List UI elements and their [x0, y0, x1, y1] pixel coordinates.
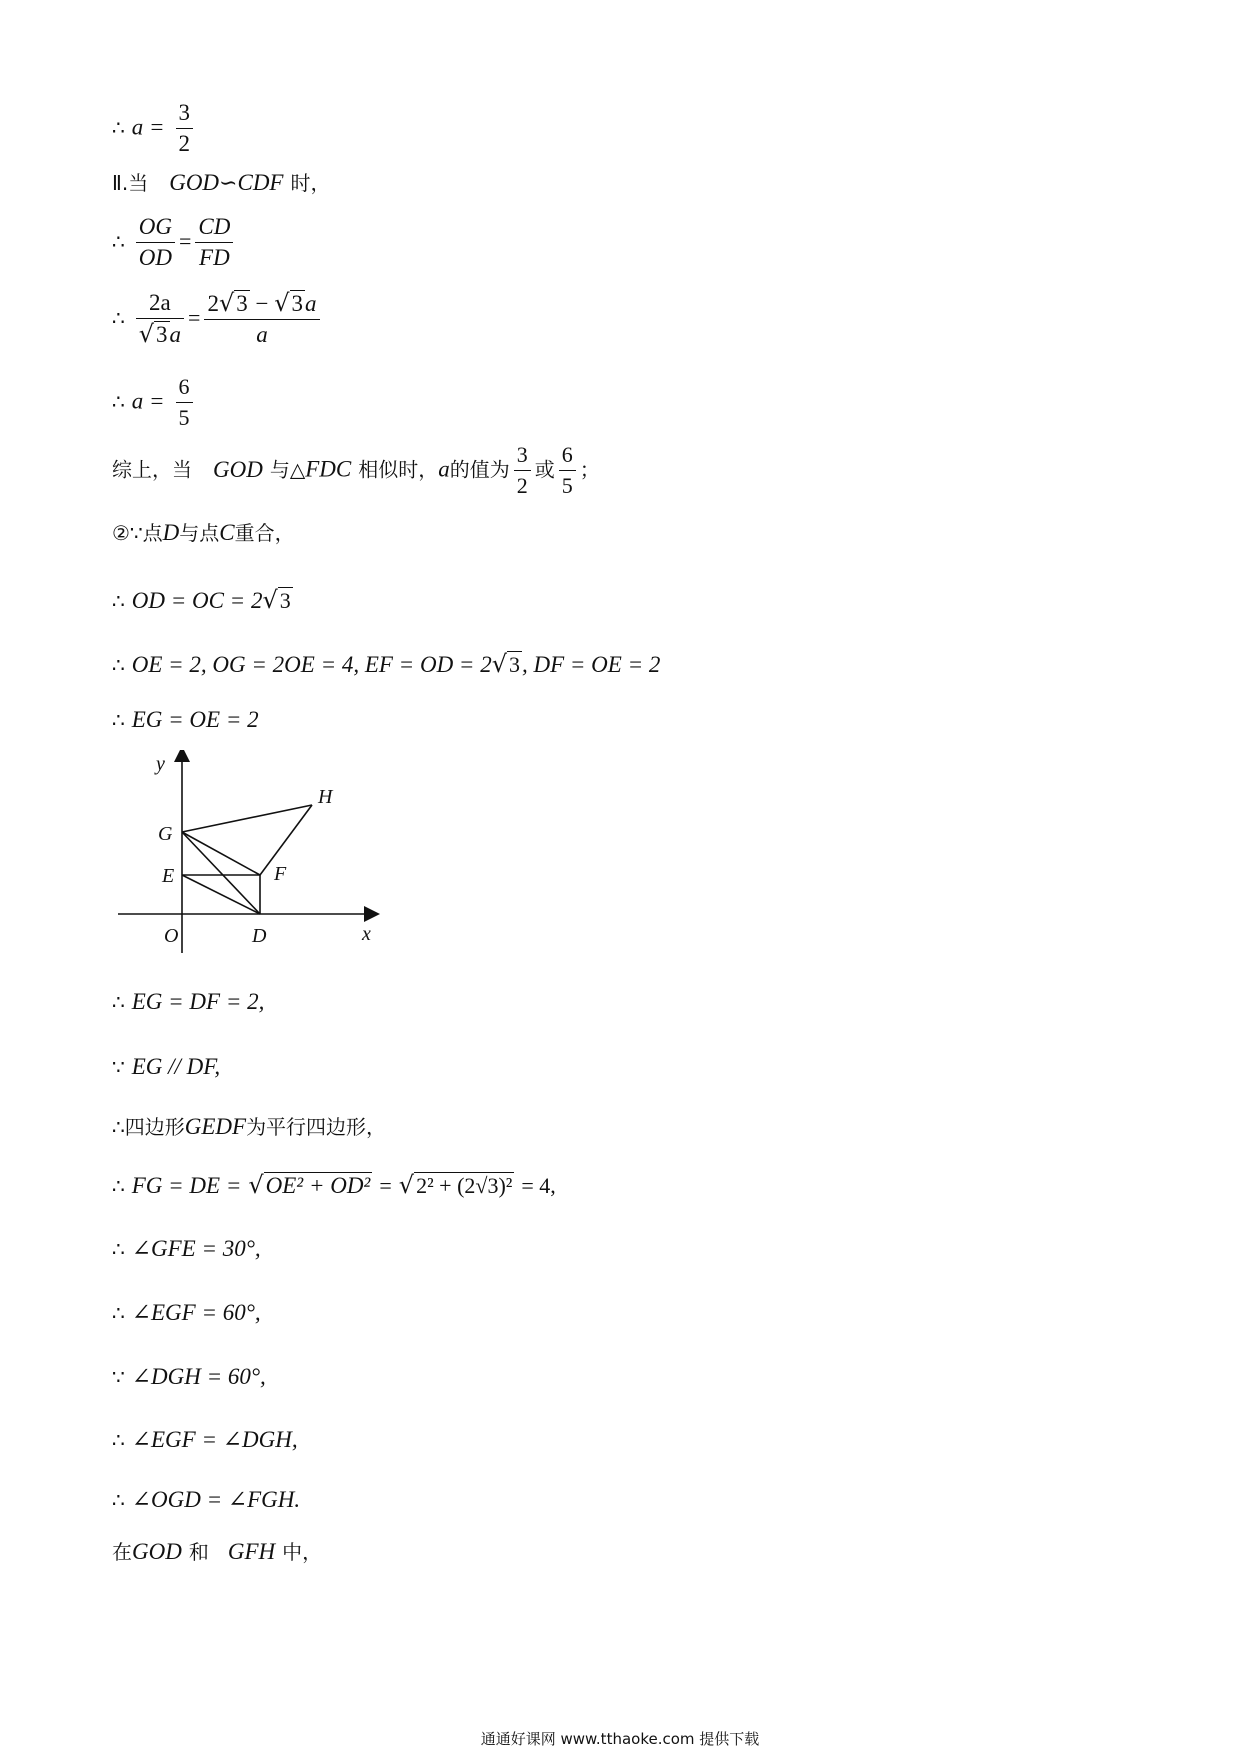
radicand: 3 — [509, 652, 520, 677]
equals: = — [379, 1173, 392, 1198]
expr: ∠EGF = ∠DGH, — [131, 1427, 298, 1452]
text: 与点 — [179, 521, 220, 545]
therefore-symbol: ∴ — [112, 115, 125, 140]
text: 与△ — [269, 457, 306, 482]
similar-symbol: ∽ — [219, 170, 238, 195]
point: C — [219, 520, 235, 545]
line-angle-egf — [112, 1298, 261, 1329]
line-angle-dgh — [112, 1362, 266, 1393]
expr: ∠EGF = 60°, — [131, 1300, 261, 1325]
triangle-name: GOD — [213, 456, 263, 482]
therefore-symbol: ∴ — [112, 589, 125, 613]
fraction — [136, 212, 175, 273]
label-x: x — [362, 923, 371, 945]
fraction — [195, 212, 233, 273]
segment-gd — [182, 832, 260, 914]
denominator: a — [256, 322, 268, 347]
numerator: 6 — [559, 440, 576, 471]
fraction-right: $\frac{2√3 - √3a}{a}$ — [204, 288, 319, 350]
numerator: OG — [136, 212, 175, 243]
because-symbol: ∵ — [112, 1365, 125, 1389]
variable: a — [438, 456, 450, 482]
line-angle-ogd — [112, 1485, 300, 1516]
radicand: 3 — [291, 291, 304, 316]
therefore-symbol: ∴ — [112, 1237, 125, 1261]
expr: OD = OC = 2 — [131, 588, 263, 613]
line-lengths: ∴ OE = 2, OG = 2OE = 4, EF = OD = 2√3, DF = OE = 2 — [112, 650, 661, 678]
expr: FG = DE = — [131, 1173, 242, 1198]
numerator: 3 — [514, 440, 531, 471]
therefore-symbol: ∴ — [112, 389, 125, 414]
line-ratio — [112, 212, 237, 273]
line-a-equals-3-2 — [112, 98, 197, 159]
segment-gh — [182, 805, 312, 832]
line-eg-df — [112, 987, 264, 1018]
text: 在 — [112, 1540, 132, 1564]
variable: a — [169, 322, 182, 347]
therefore-symbol: ∴ — [112, 1428, 125, 1452]
numerator: 3 — [176, 98, 194, 129]
expr: ∠GFE = 30°, — [131, 1236, 261, 1261]
label-h: H — [318, 786, 333, 808]
label-e: E — [162, 865, 175, 887]
therefore-symbol: ∴ — [112, 653, 125, 677]
text: 综上，当 — [112, 457, 192, 482]
denominator: 2 — [516, 473, 528, 498]
expr: ∠OGD = ∠FGH. — [131, 1487, 301, 1512]
line-substitution: ∴ $\frac{2a}{√3a}$ = $\frac{2√3 - √3a}{a}$ — [112, 288, 324, 350]
expr: , DF = OE = 2 — [522, 652, 661, 677]
line-parallel — [112, 1052, 220, 1083]
line-in-triangles — [112, 1537, 322, 1568]
expr: a = — [131, 388, 165, 414]
text: 为平行四边形， — [246, 1115, 387, 1139]
radicand: 3 — [236, 291, 248, 316]
line-parallelogram — [112, 1112, 386, 1143]
line-angle-equal — [112, 1425, 298, 1456]
line-a-equals-6-5 — [112, 372, 197, 433]
expr: EG = OE = 2 — [131, 707, 259, 732]
text: 的值为 — [449, 457, 510, 482]
text: 四边形 — [124, 1115, 185, 1139]
text: 或 — [534, 457, 555, 482]
label-g: G — [158, 823, 173, 845]
line-case-two — [112, 168, 330, 199]
variable: a — [305, 291, 317, 316]
equals: = — [178, 228, 192, 254]
label-f: F — [274, 863, 287, 885]
triangle-name: GOD — [169, 170, 220, 195]
therefore-symbol: ∴ — [112, 990, 125, 1014]
label-o: O — [164, 925, 179, 947]
triangle-name: GFH — [227, 1539, 276, 1564]
expr: = 4, — [521, 1173, 556, 1198]
line-point-coincide — [112, 518, 295, 549]
therefore-symbol: ∴ — [112, 306, 125, 330]
text: 重合， — [234, 521, 295, 545]
label-y: y — [156, 753, 165, 775]
therefore-symbol: ∴ — [112, 1115, 125, 1139]
therefore-symbol: ∴ — [112, 229, 125, 254]
fraction — [514, 440, 531, 501]
triangle-name: GOD — [132, 1539, 182, 1564]
coef: 2 — [207, 291, 219, 316]
expr: EG = DF = 2, — [131, 989, 265, 1014]
therefore-symbol: ∴ — [112, 1301, 125, 1325]
page-footer: 通通好课网 www.tthaoke.com 提供下载 — [480, 1730, 760, 1748]
fraction — [176, 372, 193, 433]
therefore-symbol: ∴ — [112, 708, 125, 732]
line-angle-gfe — [112, 1234, 261, 1265]
point: D — [162, 520, 180, 545]
expr: a = — [131, 114, 165, 140]
segment-gf — [182, 832, 260, 875]
expr: OE = 2, OG = 2OE = 4, EF = OD = 2 — [131, 652, 492, 677]
denominator: OD — [138, 245, 172, 270]
quad-name: GEDF — [184, 1114, 247, 1139]
because-symbol: ∵ — [112, 1055, 125, 1079]
numerator: 2a — [136, 288, 184, 319]
expr: EG // DF, — [131, 1054, 221, 1079]
denominator: 5 — [561, 473, 573, 498]
line-od-oc: ∴ OD = OC = 2√3 — [112, 586, 291, 614]
therefore-symbol: ∴ — [112, 1488, 125, 1512]
text: 时， — [290, 171, 331, 195]
denominator: FD — [199, 245, 230, 270]
radicand: 2² + (2√3)² — [416, 1173, 513, 1198]
radicand: OE² + OD² — [265, 1173, 371, 1198]
fraction — [176, 98, 194, 159]
fraction — [559, 440, 576, 501]
denominator: 5 — [178, 405, 190, 430]
minus: − — [255, 291, 269, 316]
numerator: 6 — [176, 372, 193, 403]
expr: ∠DGH = 60°, — [131, 1364, 266, 1389]
triangle-name: FDC — [305, 456, 352, 482]
fraction-left: $\frac{2a}{√3a}$ — [136, 288, 184, 350]
label-d: D — [252, 925, 267, 947]
denominator: 2 — [178, 131, 191, 156]
text: 相似时， — [358, 457, 439, 482]
text: 和 — [188, 1540, 209, 1564]
numerator: CD — [195, 212, 233, 243]
triangle-name: CDF — [237, 170, 284, 195]
line-summary — [112, 440, 600, 501]
text: 中， — [282, 1540, 323, 1564]
text: ②∵点 — [112, 521, 163, 545]
geometry-figure — [110, 750, 390, 960]
therefore-symbol: ∴ — [112, 1174, 125, 1198]
radicand: 3 — [156, 322, 168, 347]
line-fg-de: ∴ FG = DE = √OE² + OD² = √2² + (2√3)² = 4, — [112, 1171, 556, 1199]
line-eg-oe — [112, 705, 259, 736]
case-label: Ⅱ.当 — [112, 171, 149, 195]
text: ； — [579, 457, 600, 482]
segment-ed — [182, 875, 260, 914]
radicand: 3 — [279, 588, 291, 613]
